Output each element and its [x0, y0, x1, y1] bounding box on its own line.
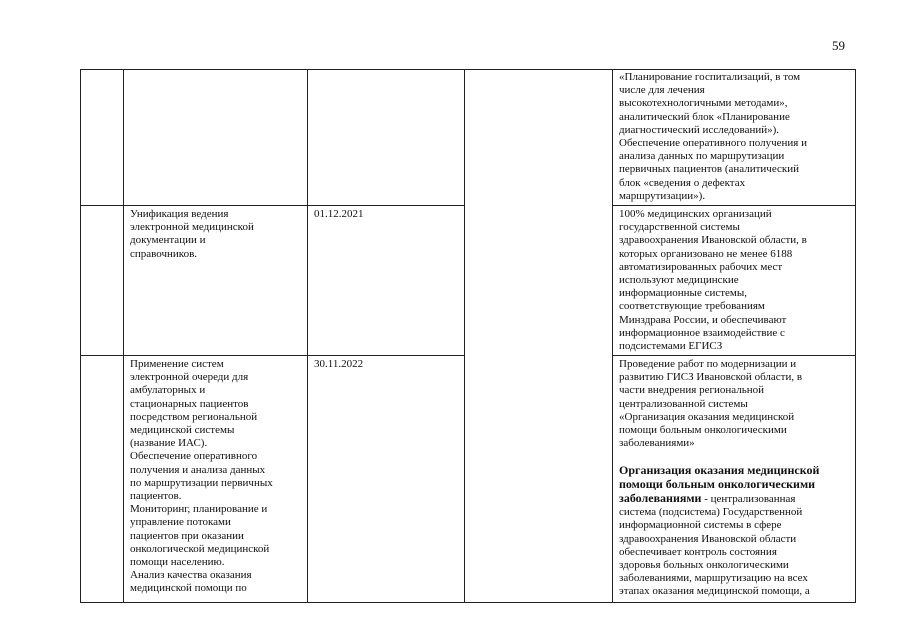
column-divider	[123, 69, 124, 603]
result-text: Проведение работ по модернизации и развитию ГИСЗ Ивановской области, в части внедрения региональной централизованной системы «Организация оказания медицинской помощи больным онкологическими заболеваниями»	[619, 358, 803, 450]
result-cell: 100% медицинских организаций государственной системы здравоохранения Ивановской области, в которых организовано не менее 6188 автоматизированных рабочих мест используют медицинские информационные системы, соответствующие требованиям Минздрава России, и обеспечивают информационное взаимодействие с подсистемами ЕГИСЗ	[619, 208, 807, 353]
result-cell: «Планирование госпитализаций, в том числе для лечения высокотехнологичными методами», аналитический блок «Планирование диагностический исследований»). Обеспечение оперативного получения и анализа данных по маршрутизации первичных пациентов (аналитический блок «сведения о дефектах маршрутизации»).	[619, 71, 807, 202]
date-cell: 30.11.2022	[314, 358, 364, 370]
row-divider	[612, 205, 855, 206]
result-cell	[619, 358, 848, 601]
result-text-continued: - централизованная система (подсистема) Государственной информационной системы в сфере здравоохранения Ивановской области обеспечивает контроль состояния здоровья больных онкологическими заболеваниями, маршрутизацию на всех этапах оказания медицинской помощи, а	[619, 493, 810, 598]
row-divider	[80, 355, 465, 356]
column-divider	[307, 69, 308, 603]
result-bold-heading: Организация оказания медицинской помощи больным онкологическими заболеваниями	[619, 462, 820, 506]
page-number: 59	[832, 38, 845, 53]
table-border-bottom	[80, 602, 855, 603]
event-name-cell: Применение систем электронной очереди для амбулаторных и стационарных пациентов посредством региональной медицинской системы (название ИАС). Обеспечение оперативного получения и анализа данных по маршрутизации первичных пациентов. Мониторинг, планирование и управление потоками пациентов при оказании онкологической медицинской помощи населению. Анализ качества оказания медицинской помощи по	[130, 358, 273, 595]
column-divider	[612, 69, 613, 603]
table-border-top	[80, 69, 855, 70]
event-name-cell: Унификация ведения электронной медицинской документации и справочников.	[130, 208, 254, 260]
column-divider	[80, 69, 81, 603]
column-divider	[855, 69, 856, 603]
date-cell: 01.12.2021	[314, 208, 364, 220]
row-divider	[80, 205, 465, 206]
column-divider	[464, 69, 465, 603]
row-divider	[612, 355, 855, 356]
